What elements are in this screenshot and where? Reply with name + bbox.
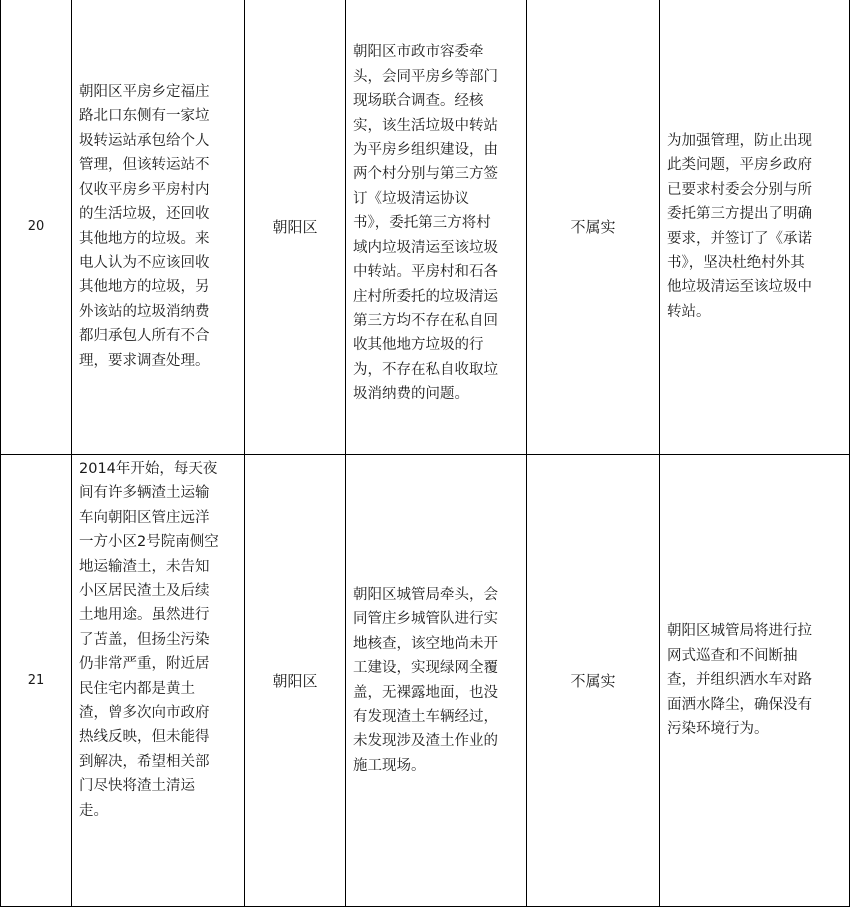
complaint-text: 朝阳区平房乡定福庄 路北口东侧有一家垃 圾转运站承包给个人 管理，但该转运站不 仅收平房乡平房村内 的生活垃圾，还回收 其他地方的垃圾。来 电人认为不应该回收 其他地方的垃圾，另 外该站的垃圾消纳费 都归承包人所有不合 理，要求调查处理。 [79, 84, 210, 369]
investigation-cell [346, 0, 527, 455]
table-row-20 [1, 0, 850, 455]
result-cell: 不属实 [527, 0, 660, 455]
table-row-21 [1, 455, 850, 907]
complaint-cell [72, 455, 245, 907]
row-number: 20 [1, 0, 72, 455]
district-cell: 朝阳区 [245, 455, 346, 907]
investigation-text: 朝阳区城管局牵头，会 同管庄乡城管队进行实 地核查，该空地尚未开 工建设，实现绿网全覆 盖，无裸露地面，也没 有发现渣土车辆经过， 未发现涉及渣土作业的 施工现场。 [353, 586, 498, 774]
investigation-cell [346, 455, 527, 907]
complaint-cell [72, 0, 245, 455]
complaint-text: 2014年开始，每天夜 间有许多辆渣土运输 车向朝阳区管庄远洋 一方小区2号院南侧空 地运输渣土，未告知 小区居民渣土及后续 土地用途。虽然进行 了苫盖，但扬尘污染 仍非常严重，附近居 民住宅内都是黄土 渣，曾多次向市政府 热线反映，但未能得 到解决，希望相关部 门尽快将渣土清运 走。 [79, 461, 219, 819]
investigation-text: 朝阳区市政市容委牵 头，会同平房乡等部门 现场联合调查。经核 实，该生活垃圾中转站 为平房乡组织建设，由 两个村分别与第三方签 订《垃圾清运协议 书》，委托第三方将村 域内垃圾清运至该垃圾 中转站。平房村和石各 庄村所委托的垃圾清运 第三方均不存在私自回 收其他地方垃圾的行 为，不存在私自收取垃 圾消纳费的问题。 [353, 44, 498, 403]
action-cell [660, 0, 850, 455]
district-cell: 朝阳区 [245, 0, 346, 455]
action-text: 朝阳区城管局将进行拉 网式巡查和不间断抽 查，并组织洒水车对路 面洒水降尘，确保没有 污染环境行为。 [667, 623, 812, 738]
action-cell [660, 455, 850, 907]
result-cell: 不属实 [527, 455, 660, 907]
row-number: 21 [1, 455, 72, 907]
action-text: 为加强管理，防止出现 此类问题，平房乡政府 已要求村委会分别与所 委托第三方提出了明确 要求，并签订了《承诺 书》，坚决杜绝村外其 他垃圾清运至该垃圾中 转站。 [667, 132, 812, 320]
